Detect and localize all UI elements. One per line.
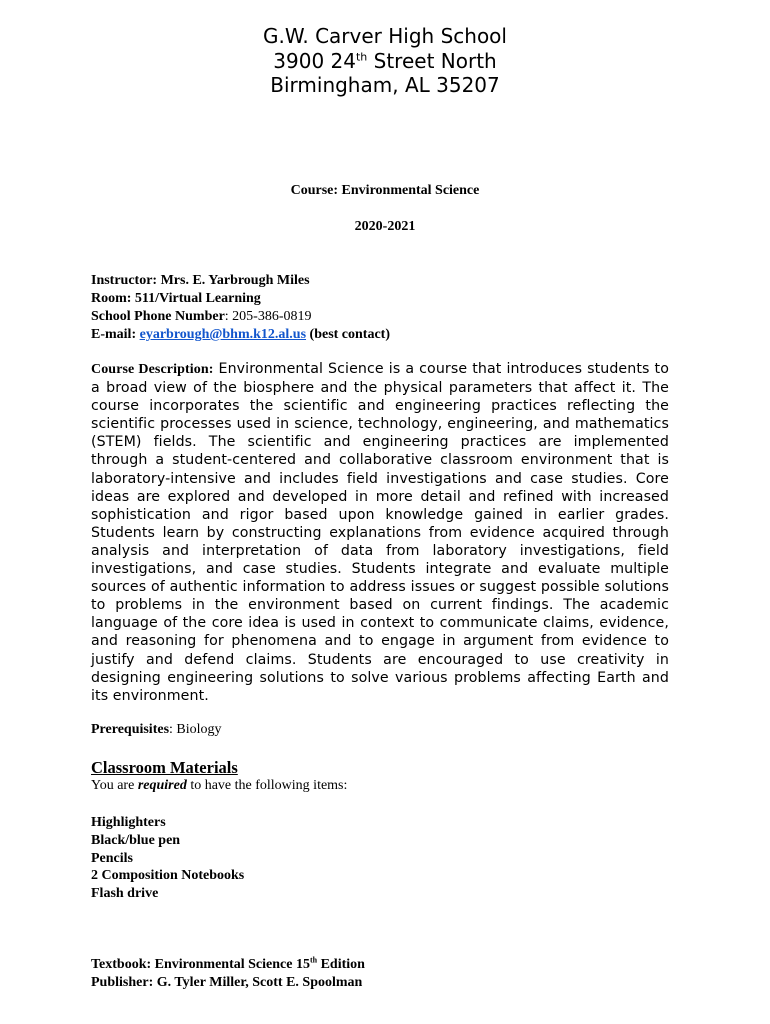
school-name: G.W. Carver High School xyxy=(263,24,507,48)
instructor-info xyxy=(91,272,390,344)
publisher-line: Publisher: G. Tyler Miller, Scott E. Spoolman xyxy=(91,975,363,990)
school-city: Birmingham, AL 35207 xyxy=(270,73,500,97)
materials-note-emphasis: required xyxy=(137,778,187,793)
list-item: 2 Composition Notebooks xyxy=(91,868,245,884)
textbook-sup: th xyxy=(309,955,318,965)
phone-value: : 205-386-0819 xyxy=(224,309,312,324)
prerequisites-label: Prerequisites xyxy=(91,722,170,737)
materials-note xyxy=(91,778,347,794)
school-address xyxy=(0,49,770,74)
school-header xyxy=(0,24,770,98)
list-item: Black/blue pen xyxy=(91,832,181,848)
materials-note-before: You are xyxy=(91,778,138,793)
phone-label: School Phone Number xyxy=(91,309,225,324)
instructor-line: Instructor: Mrs. E. Yarbrough Miles xyxy=(91,273,310,288)
list-item: Pencils xyxy=(91,850,133,866)
list-item: Highlighters xyxy=(91,815,166,830)
materials-note-after: to have the following items: xyxy=(186,778,348,793)
textbook-line xyxy=(91,956,365,974)
course-title: Course: Environmental Science xyxy=(290,183,480,198)
prerequisites xyxy=(91,722,222,738)
email-line xyxy=(91,326,390,344)
address-suffix: th xyxy=(355,49,368,63)
textbook-suffix: Edition xyxy=(317,957,365,972)
description-label: Course Description: xyxy=(91,362,214,377)
materials-list xyxy=(91,814,244,903)
list-item: Flash drive xyxy=(91,886,159,902)
materials-title: Classroom Materials xyxy=(91,758,238,777)
prerequisites-value: : Biology xyxy=(169,722,222,737)
course-description xyxy=(91,360,669,705)
address-number: 3900 24 xyxy=(273,48,356,73)
address-street: Street North xyxy=(367,48,497,73)
course-year: 2020-2021 xyxy=(354,219,416,234)
room-line: Room: 511/Virtual Learning xyxy=(91,291,261,306)
email-label: E-mail: xyxy=(91,327,140,342)
description-text: Environmental Science is a course that introduces students to a broad view of the biosphere and the physical parameters that affect it. The course incorporates the scientific and engineering practices reflecting the scientific processes used in science, technology, engineering, and mathematics (STEM) fields. The scientific and engineering practices are implemented through a student-centered and collaborative classroom environment that is laboratory-intensive and includes field investigations and case studies. Core ideas are explored and developed in more detail and refined with increased sophistication and rigor based upon knowledge gained in earlier grades. Students learn by constructing explanations from evidence acquired through analysis and interpretation of data from laboratory investigations, field investigations, and case studies. Students integrate and evaluate multiple sources of authentic information to address issues or suggest possible solutions to problems in the environment based on current findings. The academic language of the core idea is used in context to communicate claims, evidence, and reasoning for phenomena and to engage in argument from evidence to justify and defend claims. Students are encouraged to use creativity in designing engineering solutions to solve various problems affecting Earth and its environment. xyxy=(91,361,669,704)
phone-line xyxy=(91,308,390,326)
email-link[interactable]: eyarbrough@bhm.k12.al.us xyxy=(139,327,307,342)
textbook-info xyxy=(91,956,365,992)
textbook-prefix: Textbook: Environmental Science 15 xyxy=(91,957,310,972)
email-note: (best contact) xyxy=(306,327,391,342)
